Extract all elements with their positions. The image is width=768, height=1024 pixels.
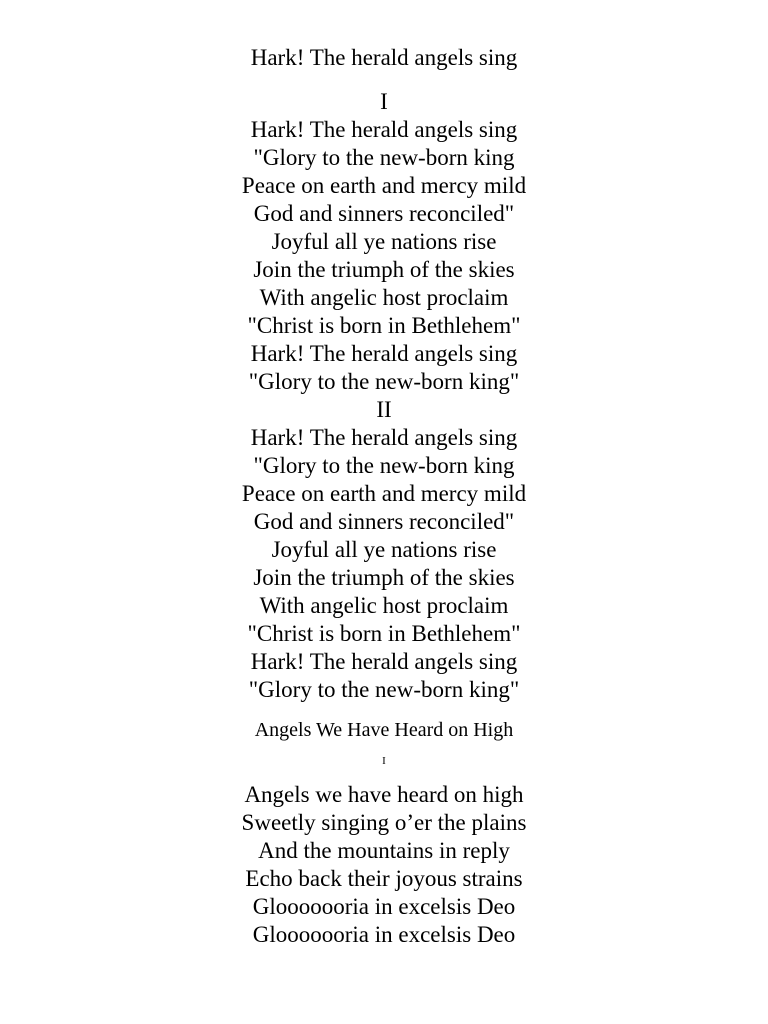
lyric-line: Hark! The herald angels sing: [250, 341, 518, 366]
lyric-line: Joyful all ye nations rise: [271, 537, 497, 562]
lyric-line: Angels we have heard on high: [244, 782, 524, 807]
lyric-line: God and sinners reconciled": [253, 509, 515, 534]
lyric-line: Sweetly singing o’er the plains: [241, 810, 527, 835]
lyric-line: Join the triumph of the skies: [253, 565, 515, 590]
song-title-angels: Angels We Have Heard on High: [254, 719, 514, 741]
lyric-line: Echo back their joyous strains: [245, 866, 523, 891]
lyric-line: Peace on earth and mercy mild: [241, 481, 527, 506]
lyric-line: Joyful all ye nations rise: [271, 229, 497, 254]
verse-numeral: I: [380, 89, 388, 114]
lyric-line: Peace on earth and mercy mild: [241, 173, 527, 198]
lyric-line: With angelic host proclaim: [259, 593, 509, 618]
lyric-line: "Glory to the new-born king": [248, 369, 520, 394]
lyric-line: "Christ is born in Bethlehem": [247, 313, 521, 338]
lyric-line: "Glory to the new-born king: [253, 453, 515, 478]
lyric-line: With angelic host proclaim: [259, 285, 509, 310]
lyric-line: "Christ is born in Bethlehem": [247, 621, 521, 646]
song-title-hark: Hark! The herald angels sing: [250, 45, 518, 70]
lyric-line: Hark! The herald angels sing: [250, 117, 518, 142]
song-angels-verse: [0, 781, 768, 949]
lyric-line: God and sinners reconciled": [253, 201, 515, 226]
song-hark-verses: [0, 88, 768, 704]
lyric-line: And the mountains in reply: [258, 838, 510, 863]
verse-numeral: II: [376, 397, 392, 422]
lyric-line: "Glory to the new-born king: [253, 145, 515, 170]
lyric-line: "Glory to the new-born king": [248, 677, 520, 702]
verse-numeral: I: [382, 755, 386, 767]
lyric-line: Hark! The herald angels sing: [250, 425, 518, 450]
lyric-line: Join the triumph of the skies: [253, 257, 515, 282]
lyric-line: Hark! The herald angels sing: [250, 649, 518, 674]
lyric-line: Glooooooria in excelsis Deo: [252, 922, 516, 947]
lyric-line: Glooooooria in excelsis Deo: [252, 894, 516, 919]
